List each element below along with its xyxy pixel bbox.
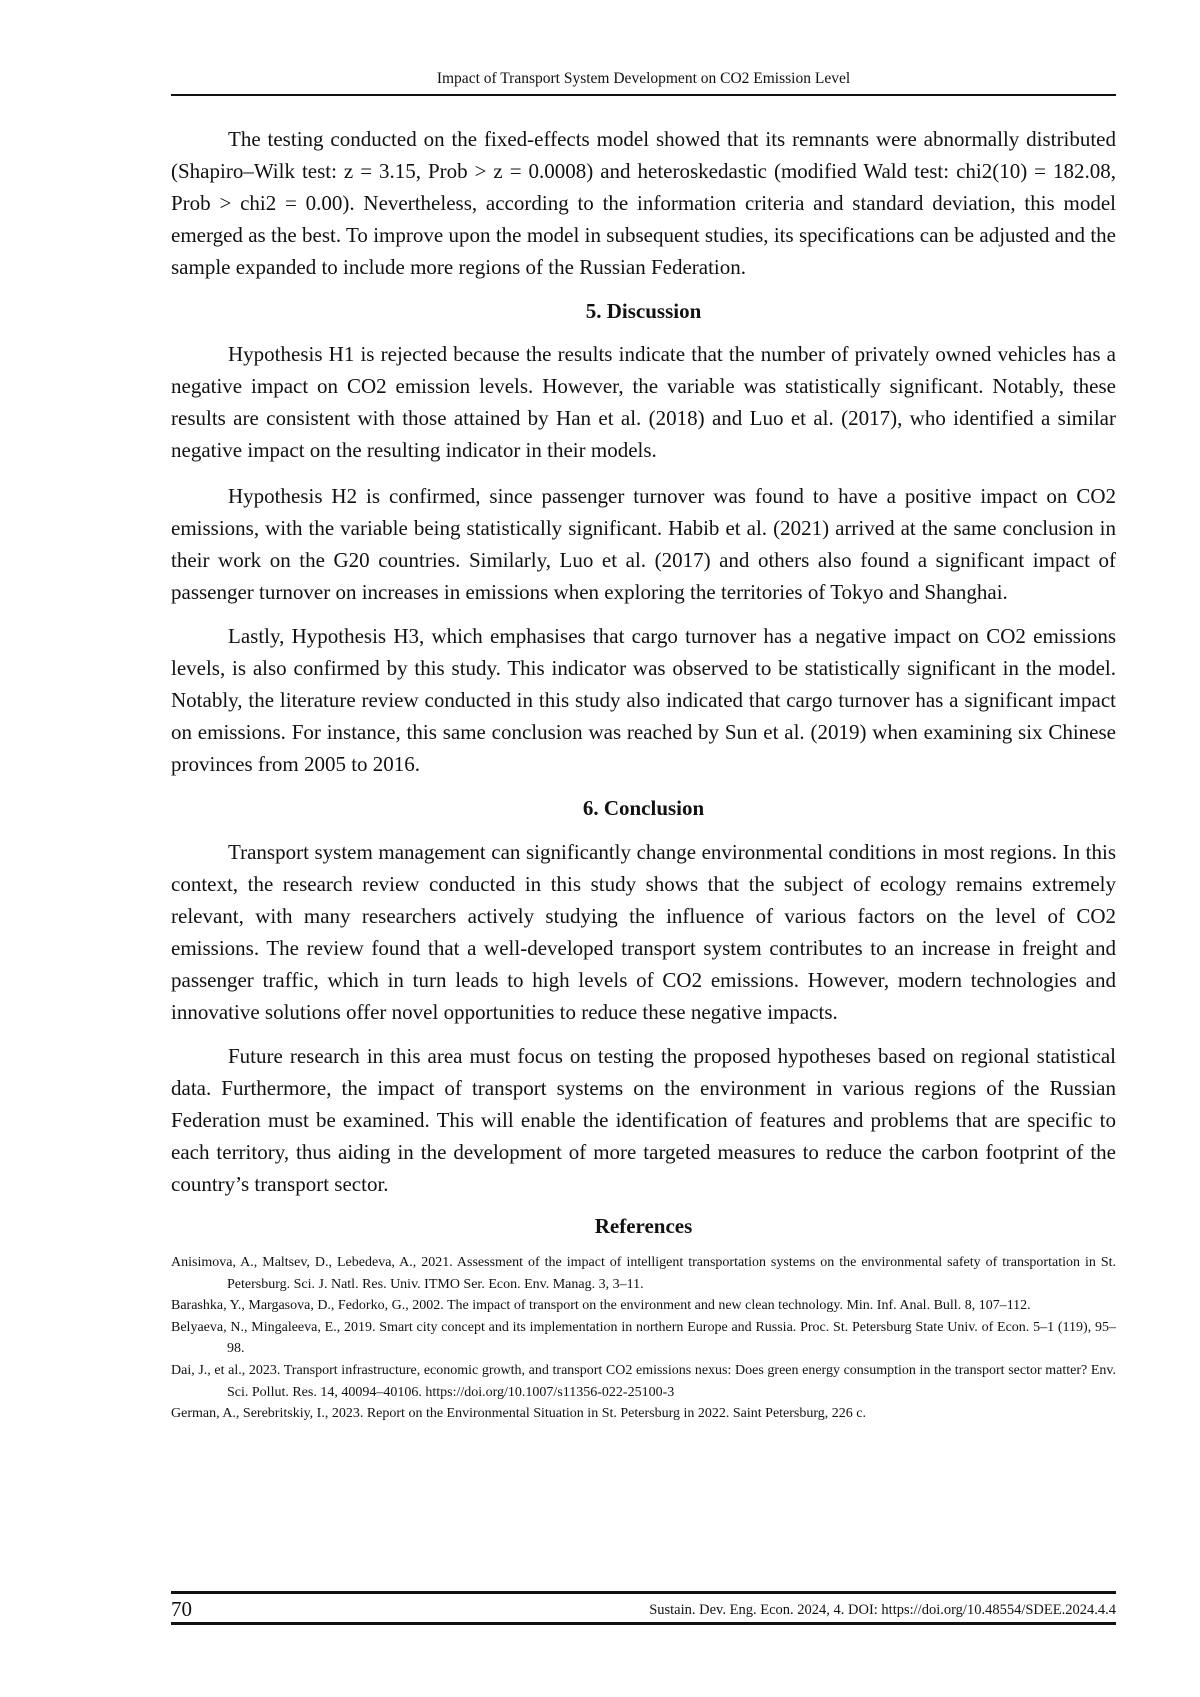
section-heading-references: References: [594, 1214, 693, 1238]
reference-item: German, A., Serebritskiy, I., 2023. Report on the Environmental Situation in St. Petersburg in 2022. Saint Petersburg, 226 c.: [171, 1406, 866, 1422]
footer-rule-bottom: [171, 1622, 1116, 1625]
reference-item: Anisimova, A., Maltsev, D., Lebedeva, A., 2021. Assessment of the impact of intelligent transportation systems on the environmental safety of transportation in St. Petersburg. Sci. J. Natl. Res. Univ. ITMO Ser. Econ. Env. Manag. 3, 3–11.: [171, 1255, 1116, 1292]
reference-item: Barashka, Y., Margasova, D., Fedorko, G., 2002. The impact of transport on the environment and new clean technology. Min. Inf. Anal. Bull. 8, 107–112.: [171, 1298, 1031, 1314]
reference-list: [171, 1252, 1116, 1425]
paragraph-model-testing: The testing conducted on the fixed-effects model showed that its remnants were abnormally distributed (Shapiro–Wilk test: z = 3.15, Prob > z = 0.0008) and heteroskedastic (modified Wald test: chi2(10) = 182.08, Prob > chi2 = 0.00). Nevertheless, according to the information criteria and standard deviation, this model emerged as the best. To improve upon the model in subsequent studies, its specifications can be adjusted and the sample expanded to include more regions of the Russian Federation.: [171, 127, 1116, 279]
footer-citation: Sustain. Dev. Eng. Econ. 2024, 4. DOI: https://doi.org/10.48554/SDEE.2024.4.4: [649, 1602, 1116, 1618]
reference-item: Dai, J., et al., 2023. Transport infrastructure, economic growth, and transport CO2 emissions nexus: Does green energy consumption in the transport sector matter? Env. Sci. Pollut. Res. 14, 40094–40106. https://doi.org/10.1007/s11356-022-25100-3: [171, 1362, 1116, 1400]
paragraph-h3: Lastly, Hypothesis H3, which emphasises that cargo turnover has a negative impact on CO2 emissions levels, is also confirmed by this study. This indicator was observed to be statistically significant in the model. Notably, the literature review conducted in this study also indicated that cargo turnover has a significant impact on emissions. For instance, this same conclusion was reached by Sun et al. (2019) when examining six Chinese provinces from 2005 to 2016.: [171, 624, 1116, 776]
section-heading-discussion: 5. Discussion: [585, 299, 702, 323]
paragraph-conclusion-1: Transport system management can significantly change environmental conditions in most regions. In this context, the research review conducted in this study shows that the subject of ecology remains extremely relevant, with many researchers actively studying the influence of various factors on the level of CO2 emissions. The review found that a well-developed transport system contributes to an increase in freight and passenger traffic, which in turn leads to high levels of CO2 emissions. However, modern technologies and innovative solutions offer novel opportunities to reduce these negative impacts.: [171, 840, 1116, 1024]
paragraph-conclusion-2: Future research in this area must focus on testing the proposed hypotheses based on regional statistical data. Furthermore, the impact of transport systems on the environment in various regions of the Russian Federation must be examined. This will enable the identification of features and problems that are specific to each territory, thus aiding in the development of more targeted measures to reduce the carbon footprint of the country’s transport sector.: [171, 1044, 1116, 1196]
header-rule: [171, 94, 1116, 96]
paragraph-h2: Hypothesis H2 is confirmed, since passenger turnover was found to have a positive impact on CO2 emissions, with the variable being statistically significant. Habib et al. (2021) arrived at the same conclusion in their work on the G20 countries. Similarly, Luo et al. (2017) and others also found a significant impact of passenger turnover on increases in emissions when exploring the territories of Tokyo and Shanghai.: [171, 484, 1116, 604]
running-header: Impact of Transport System Development on CO2 Emission Level: [436, 70, 851, 87]
page-number: 70: [171, 1597, 192, 1621]
reference-item: Belyaeva, N., Mingaleeva, E., 2019. Smart city concept and its implementation in northern Europe and Russia. Proc. St. Petersburg State Univ. of Econ. 5–1 (119), 95–98.: [171, 1319, 1116, 1357]
main-content: [171, 123, 1116, 1425]
section-heading-conclusion: 6. Conclusion: [582, 796, 705, 820]
footer-rule-top: [171, 1591, 1116, 1594]
paragraph-h1: Hypothesis H1 is rejected because the results indicate that the number of privately owned vehicles has a negative impact on CO2 emission levels. However, the variable was statistically significant. Notably, these results are consistent with those attained by Han et al. (2018) and Luo et al. (2017), who identified a similar negative impact on the resulting indicator in their models.: [171, 342, 1116, 462]
